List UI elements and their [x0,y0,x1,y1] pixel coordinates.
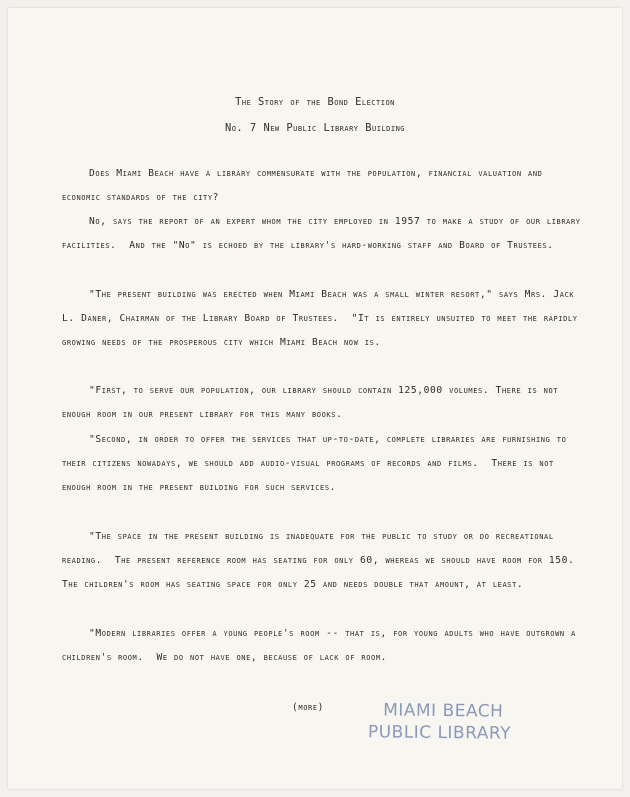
paragraph-2 [62,210,587,258]
paragraph-5 [62,428,582,501]
paragraph-4 [62,379,582,427]
document-title: The Story of the Bond Election [235,96,395,108]
paragraph-3 [62,283,582,356]
paragraph-6 [62,525,588,598]
paragraph-2-text: No, says the report of an expert whom the city employed in 1957 to make a study of our library facilities. And the "No" is echoed by the library's hard-working staff and Board of Trustees. [62,216,587,252]
paragraph-3-text: "The present building was erected when Miami Beach was a small winter resort," says Mrs. Jack L. Daner, Chairman of the Library Board of Trustees. "It is entirely unsuited to meet the rapidly growing needs of the prosperous city which Miami Beach now is. [62,289,584,349]
paragraph-1 [62,162,582,210]
paragraph-7-text: "Modern libraries offer a young people's room -- that is, for young adults who have outgrown a children's room. We do not have one, because of lack of room. [62,628,583,664]
paragraph-4-text: "First, to serve our population, our library should contain 125,000 volumes. There is not enough room in our present library for this many books. [62,385,565,421]
paragraph-1-text: Does Miami Beach have a library commensurate with the population, financial valuation and economic standards of the city? [62,168,549,204]
document-subtitle: No. 7 New Public Library Building [224,122,406,134]
library-stamp [368,699,512,744]
more-marker: (more) [292,702,325,713]
paragraph-6-text: "The space in the present building is inadequate for the public to study or do recreational reading. The present reference room has seating for only 60, whereas we should have room for 150. The children's room has seating space for only 25 and needs double that amount, at least. [62,531,588,591]
paragraph-5-text: "Second, in order to offer the services that up-to-date, complete libraries are furnishing to their citizens nowadays, we should add audio-visual programs of records and films. There is not enough room in the present building for such services. [62,434,573,494]
stamp-line-2: PUBLIC LIBRARY [367,722,512,744]
paragraph-7 [62,622,582,670]
stamp-line-1: MIAMI BEACH [383,700,504,722]
